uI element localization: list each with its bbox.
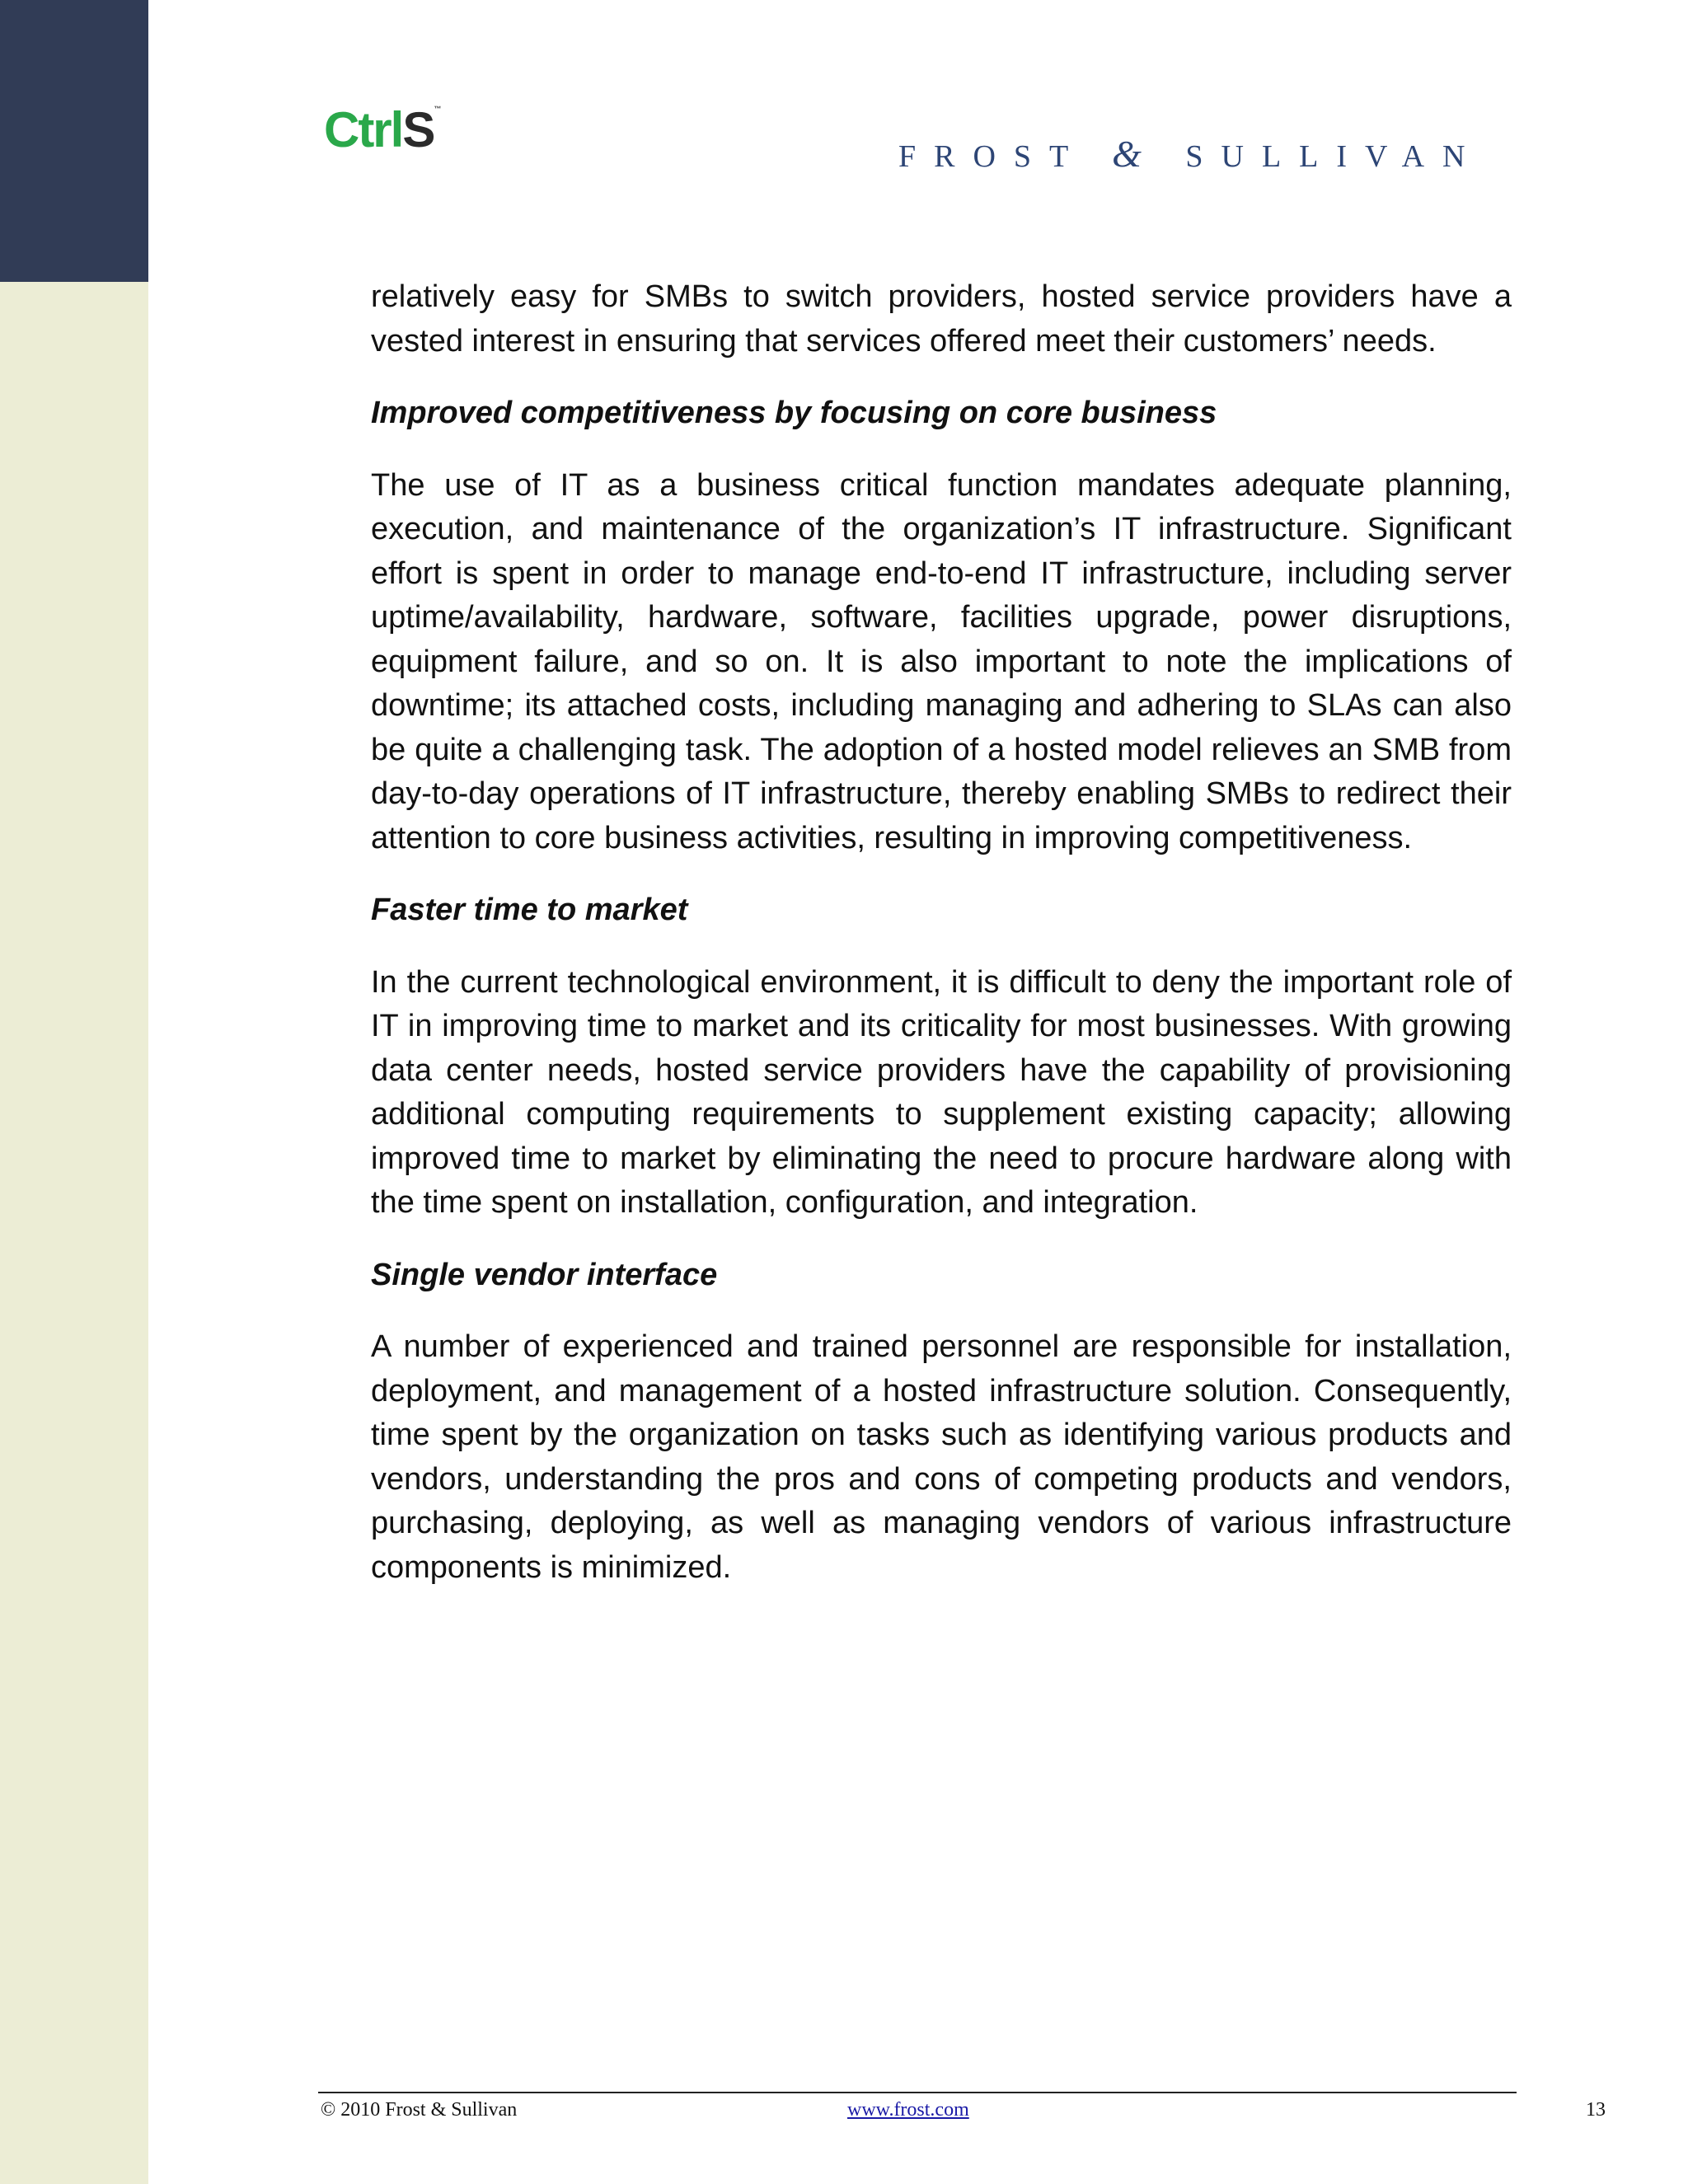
footer-copyright: © 2010 Frost & Sullivan [321,2099,518,2121]
heading-single-vendor: Single vendor interface [371,1257,718,1292]
frost-logo-part2: SULLIVAN [1185,139,1484,174]
footer-divider [318,2092,1517,2093]
heading-competitiveness: Improved competitiveness by focusing on core business [371,396,1217,430]
ctrls-logo-text: Ctrl [324,102,403,157]
frost-logo-part1: FROST [898,139,1086,174]
competitiveness-paragraph: The use of IT as a business critical function mandates adequate planning, execution, and maintenance of the organization’s IT infrastructure. Significant effort is spent in order to manage end-to-end IT infrastructure, including server uptime/availability, hardware, software, facilities upgrade, power disruptions, equipment failure, and so on. It is also important to note the implications of downtime; its attached costs, including managing and adhering to SLAs can also be quite a challenging task. The adoption of a hosted model relieves an SMB from day-to-day operations of IT infrastructure, thereby enabling SMBs to redirect their attention to core business activities, resulting in improving competitiveness. [371,467,1512,855]
frost-logo-ampersand: & [1112,133,1160,175]
single-vendor-paragraph: A number of experienced and trained personnel are responsible for installation, deployment, and management of a hosted infrastructure solution. Consequently, time spent by the organization on tasks such as identifying various products and vendors, understanding the pros and cons of competing products and vendors, purchasing, deploying, as well as managing vendors of various infrastructure components is minimized. [371,1329,1512,1585]
frost-sullivan-logo [898,132,1483,176]
ctrls-logo-tm: ™ [434,105,442,113]
sidebar-header-block [0,0,148,282]
sidebar-band [0,0,148,2184]
intro-paragraph: relatively easy for SMBs to switch providers, hosted service providers have a vested interest in ensuring that services offered meet their customers’ needs. [371,279,1512,359]
document-body [371,275,1512,1618]
ctrls-logo-s: S [402,102,434,157]
footer-website-link[interactable]: www.frost.com [847,2099,969,2121]
footer-page-number: 13 [1586,2099,1606,2121]
time-to-market-paragraph: In the current technological environment, it is difficult to deny the important role of IT in improving time to market and its criticality for most businesses. With growing data center needs, hosted service providers have the capability of provisioning additional computing requirements to supplement existing capacity; allowing improved time to market by eliminating the need to procure hardware along with the time spent on installation, configuration, and integration. [371,964,1512,1220]
ctrls-logo [324,102,442,157]
heading-time-to-market: Faster time to market [371,893,688,927]
